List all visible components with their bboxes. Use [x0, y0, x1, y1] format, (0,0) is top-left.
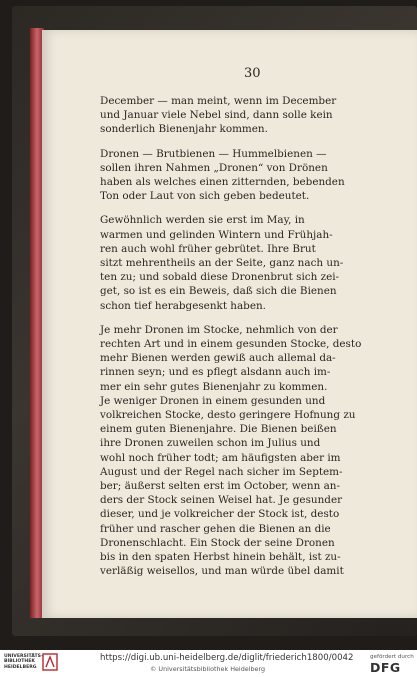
text-line: Ton oder Laut von sich geben bedeutet.: [100, 190, 310, 203]
text-line: warmen und gelinden Wintern und Frühjah-: [100, 228, 333, 241]
text-line: dieser, und je volkreicher der Stock ist, desto: [100, 508, 340, 521]
text-line: schon tief herabgesenkt haben.: [100, 299, 266, 312]
text-line: haben als welches einen zitternden, bebenden: [100, 176, 345, 189]
text-line: volkreichen Stocke, desto geringere Hofnung zu: [100, 409, 356, 422]
text-line: sollen ihren Nahmen „Dronen“ von Drönen: [100, 161, 328, 174]
text-line: mer ein sehr gutes Bienenjahr zu kommen.: [100, 380, 328, 393]
dfg-caption: gefördert durch: [370, 654, 414, 660]
dfg-wordmark: DFG: [370, 660, 401, 675]
text-line: mehr Bienen werden gewiß auch allemal da-: [100, 352, 336, 365]
text-line: Dronenschlacht. Ein Stock der seine Dronen: [100, 536, 335, 549]
paragraph: [100, 94, 402, 137]
text-line: verläßig weisellos, und man würde übel damit: [100, 565, 344, 578]
text-line: sonderlich Bienenjahr kommen.: [100, 123, 268, 136]
text-line: December — man meint, wenn im December: [100, 95, 337, 107]
text-line: ber; äußerst selten erst im October, wenn an-: [100, 480, 340, 493]
text-line: wohl noch früher todt; am häufigsten aber im: [100, 451, 341, 464]
text-line: Je mehr Dronen im Stocke, nehmlich von der: [100, 323, 338, 336]
text-line: rinnen seyn; und es pflegt alsdann auch im-: [100, 366, 331, 379]
text-line: Je weniger Dronen in einem gesunden und: [100, 394, 326, 407]
permalink[interactable]: https://digi.ub.uni-heidelberg.de/diglit/friederich1800/0042: [100, 653, 354, 663]
dfg-logo[interactable]: [370, 654, 414, 674]
text-line: ten zu; und sobald diese Dronenbrut sich zei-: [100, 271, 340, 284]
text-line: früher und rascher gehen die Bienen an die: [100, 522, 331, 535]
text-line: Gewöhnlich werden sie erst im May, in: [100, 214, 305, 227]
page-text: [100, 94, 402, 589]
paragraph: [100, 213, 402, 312]
library-line: UNIVERSITÄTS-: [4, 654, 43, 659]
text-line: August und der Regel nach sicher im Septem-: [100, 465, 343, 478]
text-line: sitzt mehrentheils an der Seite, ganz nach un-: [100, 257, 344, 270]
library-line: BIBLIOTHEK: [4, 659, 35, 665]
text-line: rechten Art und in einem gesunden Stocke, desto: [100, 338, 362, 351]
library-line: HEIDELBERG: [4, 664, 37, 670]
page-number: 30: [244, 66, 261, 81]
text-line: ders der Stock seinen Weisel hat. Je gesunder: [100, 494, 343, 507]
text-line: ren auch wohl früher gebrütet. Ihre Brut: [100, 242, 316, 255]
text-line: und Januar viele Nebel sind, dann solle kein: [100, 109, 333, 122]
copyright-text: © Universitätsbibliothek Heidelberg: [150, 665, 266, 673]
paragraph: [100, 323, 402, 579]
paragraph: [100, 147, 402, 204]
library-name: [4, 654, 43, 670]
library-logo[interactable]: [4, 652, 60, 674]
text-line: get, so ist es ein Beweis, daß sich die Bienen: [100, 285, 337, 298]
text-line: einem guten Bienenjahre. Die Bienen beißen: [100, 423, 337, 436]
text-line: Dronen — Brutbienen — Hummelbienen —: [100, 147, 327, 160]
text-line: ihre Dronen zuweilen schon im Julius und: [100, 437, 321, 450]
footer-bar: [0, 650, 417, 677]
text-line: bis in den spaten Herbst hinein behält, ist zu-: [100, 551, 341, 564]
library-emblem-icon: [42, 653, 58, 671]
